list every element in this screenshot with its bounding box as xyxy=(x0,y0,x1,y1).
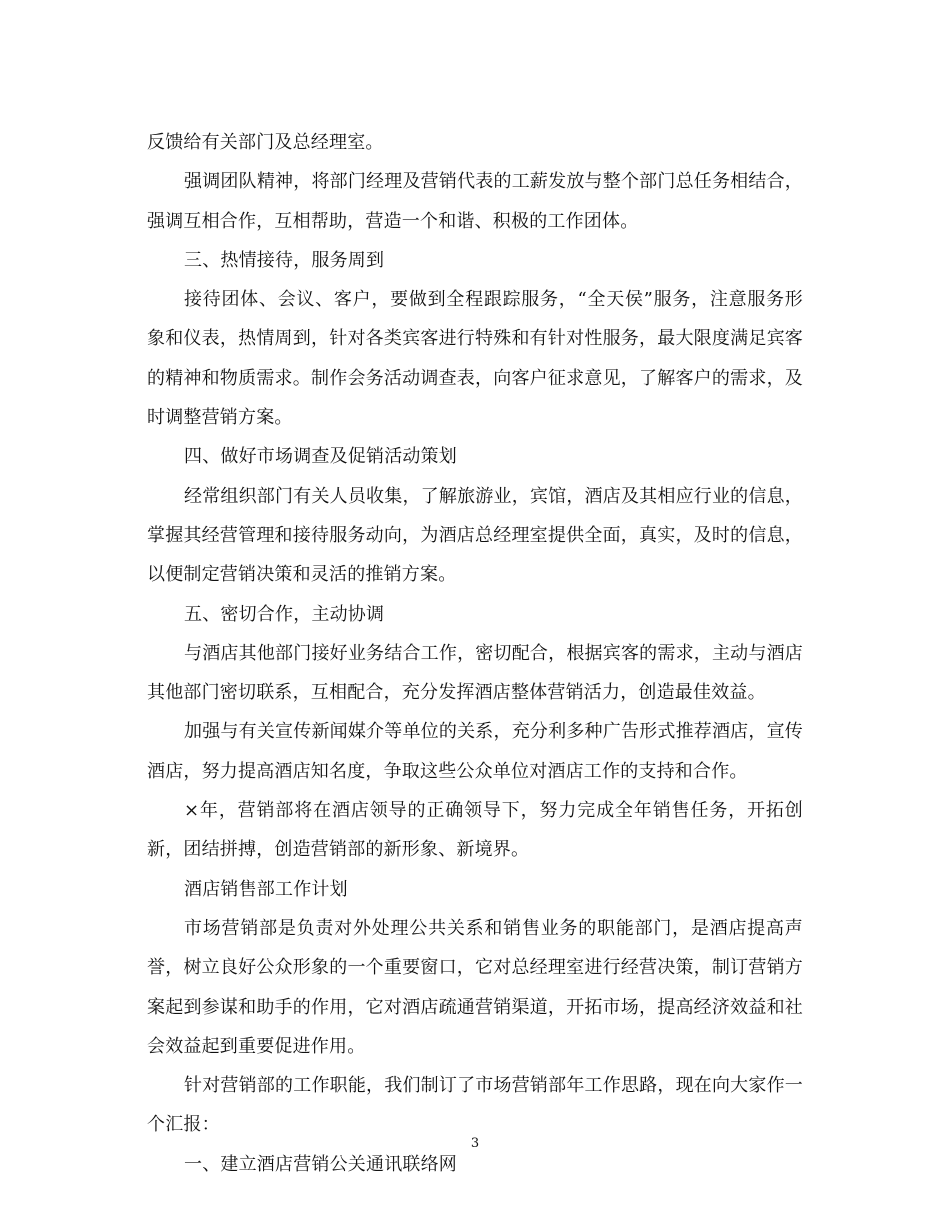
paragraph: 接待团体、会议、客户，要做到全程跟踪服务，“全天侯”服务，注意服务形象和仪表，热情周到，针对各类宾客进行特殊和有针对性服务，最大限度满足宾客的精神和物质需求。制作会务活动调查表，向客户征求意见，了解客户的需求，及时调整营销方案。 xyxy=(147,289,803,429)
section-heading: 一、建立酒店营销公关通讯联络网 xyxy=(184,1153,457,1175)
document-body xyxy=(147,123,803,1184)
paragraph: ×年，营销部将在酒店领导的正确领导下，努力完成全年销售任务，开拓创新，团结拼搏，创造营销部的新形象、新境界。 xyxy=(147,800,803,861)
document-subtitle: 酒店销售部工作计划 xyxy=(184,878,348,900)
page-number: 3 xyxy=(470,1136,480,1151)
paragraph: 针对营销部的工作职能，我们制订了市场营销部年工作思路，现在向大家作一个汇报： xyxy=(147,1075,803,1136)
paragraph: 加强与有关宣传新闻媒介等单位的关系，充分利多种广告形式推荐酒店，宣传酒店，努力提高酒店知名度，争取这些公众单位对酒店工作的支持和合作。 xyxy=(147,721,803,782)
paragraph: 市场营销部是负责对外处理公共关系和销售业务的职能部门，是酒店提高声誉，树立良好公众形象的一个重要窗口，它对总经理室进行经营决策，制订营销方案起到参谋和助手的作用，它对酒店疏通营销渠道，开拓市场，提高经济效益和社会效益起到重要促进作用。 xyxy=(147,917,803,1057)
paragraph: 经常组织部门有关人员收集，了解旅游业，宾馆，酒店及其相应行业的信息，掌握其经营管理和接待服务动向，为酒店总经理室提供全面，真实，及时的信息，以便制定营销决策和灵活的推销方案。 xyxy=(147,485,803,586)
section-heading: 四、做好市场调查及促销活动策划 xyxy=(184,446,457,468)
paragraph: 强调团队精神，将部门经理及营销代表的工薪发放与整个部门总任务相结合，强调互相合作，互相帮助，营造一个和谐、积极的工作团体。 xyxy=(147,171,803,232)
section-heading: 五、密切合作，主动协调 xyxy=(184,603,385,625)
section-heading: 三、热情接待，服务周到 xyxy=(184,249,385,271)
paragraph: 与酒店其他部门接好业务结合工作，密切配合，根据宾客的需求，主动与酒店其他部门密切联系，互相配合，充分发挥酒店整体营销活力，创造最佳效益。 xyxy=(147,642,803,704)
paragraph: 反馈给有关部门及总经理室。 xyxy=(147,132,384,153)
